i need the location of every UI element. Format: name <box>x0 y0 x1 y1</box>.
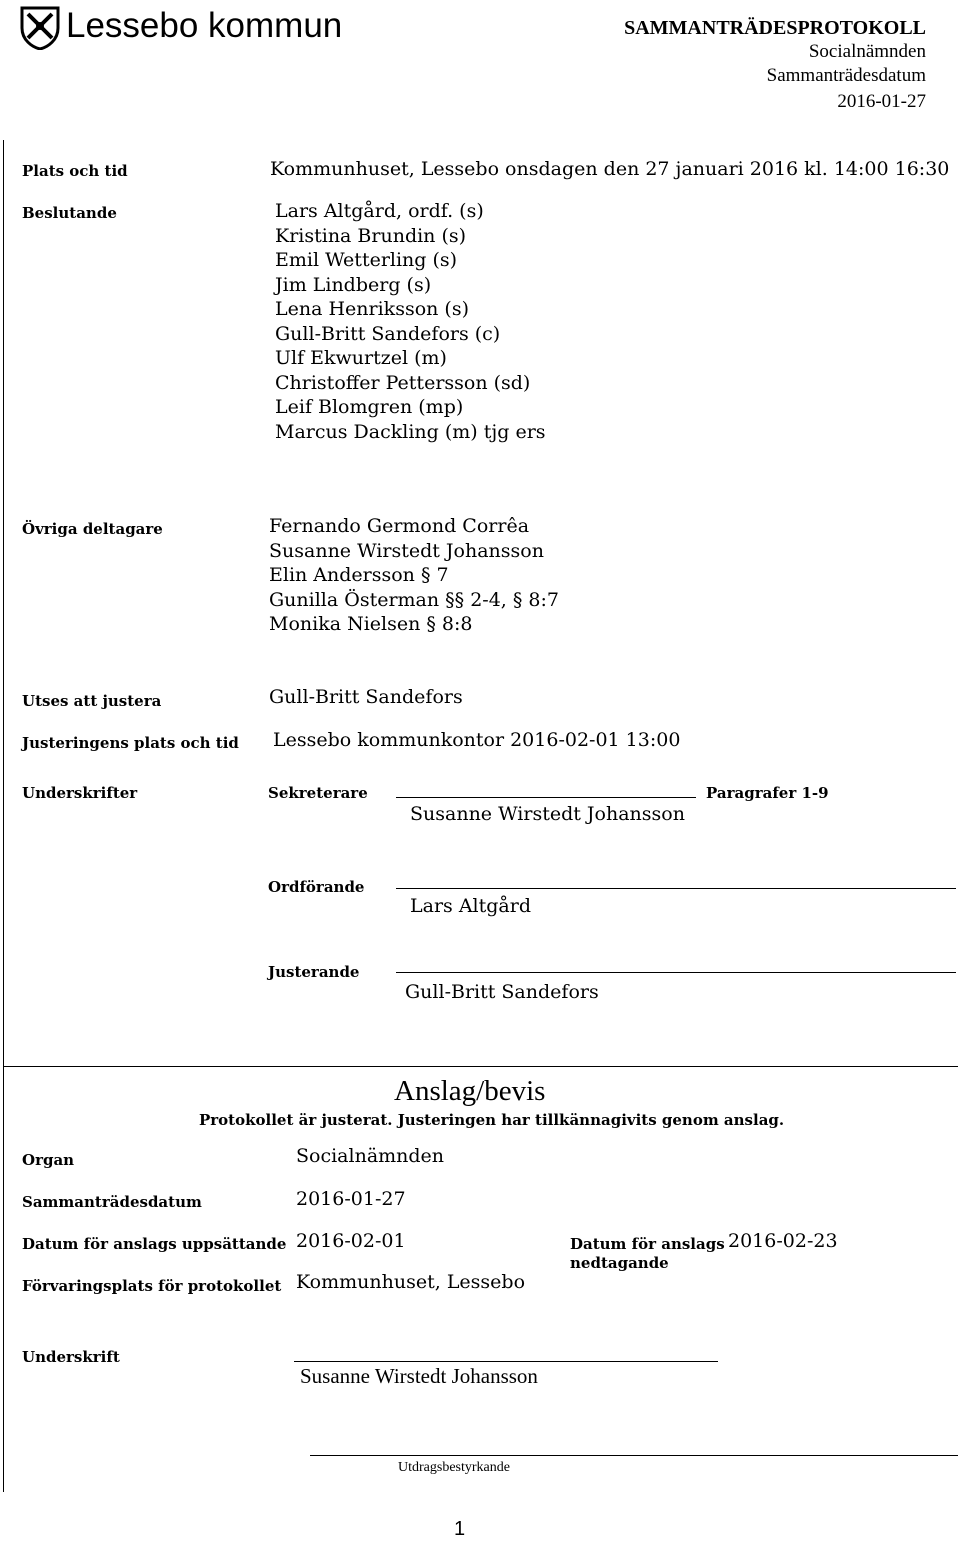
adjust-place-label: Justeringens plats och tid <box>22 734 239 752</box>
organ-value: Socialnämnden <box>296 1145 445 1167</box>
posted-date-value: 2016-02-01 <box>296 1230 406 1252</box>
document-type: SAMMANTRÄDESPROTOKOLL <box>624 17 926 39</box>
adjuster-signature-line <box>396 972 956 973</box>
chair-signature-line <box>396 888 956 889</box>
signature-name: Susanne Wirstedt Johansson <box>300 1364 538 1388</box>
coat-of-arms-icon <box>20 6 60 50</box>
secretary-name: Susanne Wirstedt Johansson <box>410 803 685 825</box>
organ-label: Organ <box>22 1151 75 1169</box>
storage-label: Förvaringsplats för protokollet <box>22 1277 282 1295</box>
others-label: Övriga deltagare <box>22 520 163 538</box>
decision-maker: Jim Lindberg (s) <box>275 273 432 296</box>
removed-date-label-line2: nedtagande <box>570 1254 669 1272</box>
header-date: 2016-01-27 <box>837 91 926 112</box>
other-participant: Monika Nielsen § 8:8 <box>269 613 473 635</box>
other-participant: Gunilla Österman §§ 2-4, § 8:7 <box>269 588 559 611</box>
other-participant: Elin Andersson § 7 <box>269 564 449 586</box>
notice-subtitle: Protokollet är justerat. Justeringen har tillkännagivits genom anslag. <box>199 1111 785 1129</box>
decision-maker: Marcus Dackling (m) tjg ers <box>275 420 546 443</box>
signature-line <box>294 1361 718 1362</box>
decision-maker: Gull-Britt Sandefors (c) <box>275 322 501 345</box>
decision-maker: Kristina Brundin (s) <box>275 224 467 247</box>
decision-maker: Lena Henriksson (s) <box>275 298 469 320</box>
decision-maker: Lars Altgård, ordf. (s) <box>275 200 484 222</box>
place-value: Kommunhuset, Lessebo onsdagen den 27 januari 2016 kl. 14:00 16:30 <box>270 158 950 180</box>
storage-value: Kommunhuset, Lessebo <box>296 1271 526 1293</box>
other-participant: Fernando Germond Corrêa <box>269 515 530 537</box>
paragraphs-label: Paragrafer 1-9 <box>706 784 829 802</box>
signature-label: Underskrift <box>22 1348 120 1366</box>
signatures-label: Underskrifter <box>22 784 138 802</box>
chair-name: Lars Altgård <box>410 895 531 917</box>
place-label: Plats och tid <box>22 162 128 180</box>
secretary-signature-line <box>396 797 696 798</box>
adjuster-value: Gull-Britt Sandefors <box>269 686 463 708</box>
notice-divider <box>3 1066 958 1067</box>
decision-maker: Leif Blomgren (mp) <box>275 396 464 418</box>
page-number: 1 <box>454 1518 466 1540</box>
adjuster-name: Gull-Britt Sandefors <box>405 981 599 1003</box>
posted-date-label: Datum för anslags uppsättande <box>22 1235 287 1253</box>
left-frame-line <box>3 140 4 1492</box>
meeting-date-label: Sammanträdesdatum <box>22 1193 202 1211</box>
logo-text: Lessebo kommun <box>66 6 343 45</box>
notice-title: Anslag/bevis <box>394 1075 546 1107</box>
decision-maker: Christoffer Pettersson (sd) <box>275 371 531 394</box>
other-participant: Susanne Wirstedt Johansson <box>269 539 544 562</box>
header-date-label: Sammanträdesdatum <box>766 65 926 86</box>
decision-makers-list <box>275 199 546 444</box>
certification-line <box>310 1455 958 1456</box>
secretary-label: Sekreterare <box>268 784 368 802</box>
certification-label: Utdragsbestyrkande <box>398 1460 510 1475</box>
meeting-date-value: 2016-01-27 <box>296 1188 406 1210</box>
header-body: Socialnämnden <box>808 41 926 62</box>
adjusting-signer-label: Justerande <box>268 963 360 981</box>
decision-maker: Emil Wetterling (s) <box>275 249 458 271</box>
chair-label: Ordförande <box>268 878 365 896</box>
removed-date-label-line1: Datum för anslags <box>570 1235 725 1253</box>
adjust-place-value: Lessebo kommunkontor 2016-02-01 13:00 <box>273 729 681 751</box>
other-participants-list <box>269 514 559 637</box>
decision-maker: Ulf Ekwurtzel (m) <box>275 347 447 369</box>
removed-date-value: 2016-02-23 <box>728 1230 838 1252</box>
decision-label: Beslutande <box>22 204 117 222</box>
adjuster-label: Utses att justera <box>22 692 162 710</box>
